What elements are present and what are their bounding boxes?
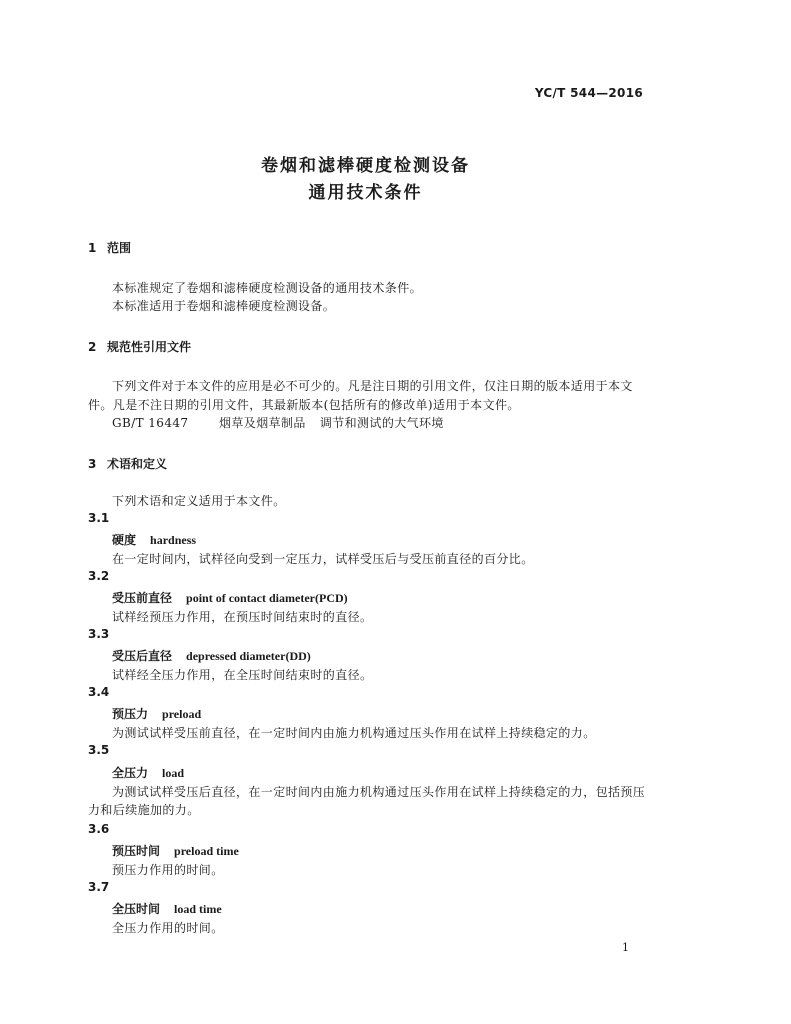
title-line-2: 通用技术条件 [308, 183, 423, 203]
term-entry [112, 531, 196, 548]
term-zh: 全压力 [112, 766, 149, 780]
section-number: 1 [88, 241, 97, 255]
reference-code: GB/T 16447 [112, 416, 189, 430]
term-en: load time [174, 902, 222, 916]
clause-number: 3.4 [88, 685, 110, 699]
term-entry [112, 705, 201, 722]
term-entry [112, 589, 348, 606]
standard-code: YC/T 544—2016 [534, 86, 643, 100]
section-number: 2 [88, 340, 97, 354]
term-definition: 试样经全压力作用，在全压时间结束时的直径。 [112, 668, 373, 682]
term-zh: 受压后直径 [112, 649, 173, 663]
section-title: 规范性引用文件 [107, 340, 192, 354]
term-en: load [162, 766, 185, 780]
term-definition: 试样经预压力作用，在预压时间结束时的直径。 [112, 610, 373, 624]
term-entry [112, 842, 239, 859]
term-definition-line-2: 力和后续施加的力。 [88, 803, 200, 817]
page-number: 1 [622, 941, 629, 954]
term-en: point of contact diameter(PCD) [186, 591, 348, 605]
term-definition: 预压力作用的时间。 [112, 863, 224, 877]
term-zh: 受压前直径 [112, 591, 173, 605]
term-zh: 预压时间 [112, 844, 161, 858]
clause-number: 3.7 [88, 880, 110, 894]
term-entry [112, 900, 222, 917]
clause-number: 3.1 [88, 511, 110, 525]
section-heading-scope [88, 239, 131, 256]
section-title: 范围 [107, 241, 132, 255]
title-line-1: 卷烟和滤棒硬度检测设备 [261, 156, 470, 176]
term-definition-line-1: 为测试试样受压后直径，在一定时间内由施力机构通过压头作用在试样上持续稳定的力，包括预压 [112, 785, 646, 799]
normative-reference [112, 414, 444, 431]
reference-title-a: 烟草及烟草制品 [219, 416, 306, 430]
clause-number: 3.3 [88, 627, 110, 641]
term-zh: 硬度 [112, 533, 137, 547]
scope-paragraph-1: 本标准规定了卷烟和滤棒硬度检测设备的通用技术条件。 [112, 281, 423, 295]
term-definition: 全压力作用的时间。 [112, 921, 224, 935]
reference-title-b: 调节和测试的大气环境 [319, 416, 444, 430]
term-zh: 预压力 [112, 707, 149, 721]
clause-number: 3.5 [88, 743, 110, 757]
term-entry [112, 647, 311, 664]
section-heading-terms [88, 455, 167, 472]
section-heading-normative [88, 338, 191, 355]
term-en: preload [162, 707, 202, 721]
term-en: preload time [174, 844, 239, 858]
scope-paragraph-2: 本标准适用于卷烟和滤棒硬度检测设备。 [112, 299, 336, 313]
section-number: 3 [88, 457, 97, 471]
term-definition: 为测试试样受压前直径，在一定时间内由施力机构通过压头作用在试样上持续稳定的力。 [112, 726, 596, 740]
term-en: depressed diameter(DD) [186, 649, 311, 663]
term-en: hardness [150, 533, 197, 547]
clause-number: 3.2 [88, 569, 110, 583]
section-title: 术语和定义 [107, 457, 168, 471]
clause-number: 3.6 [88, 822, 110, 836]
term-definition: 在一定时间内，试样径向受到一定压力，试样受压后与受压前直径的百分比。 [112, 552, 534, 566]
term-zh: 全压时间 [112, 902, 161, 916]
terms-intro: 下列术语和定义适用于本文件。 [112, 494, 286, 508]
term-entry [112, 764, 184, 781]
normative-paragraph-line-1: 下列文件对于本文件的应用是必不可少的。凡是注日期的引用文件，仅注日期的版本适用于本文 [112, 379, 633, 393]
normative-paragraph-line-2: 件。凡是不注日期的引用文件，其最新版本(包括所有的修改单)适用于本文件。 [88, 398, 520, 412]
